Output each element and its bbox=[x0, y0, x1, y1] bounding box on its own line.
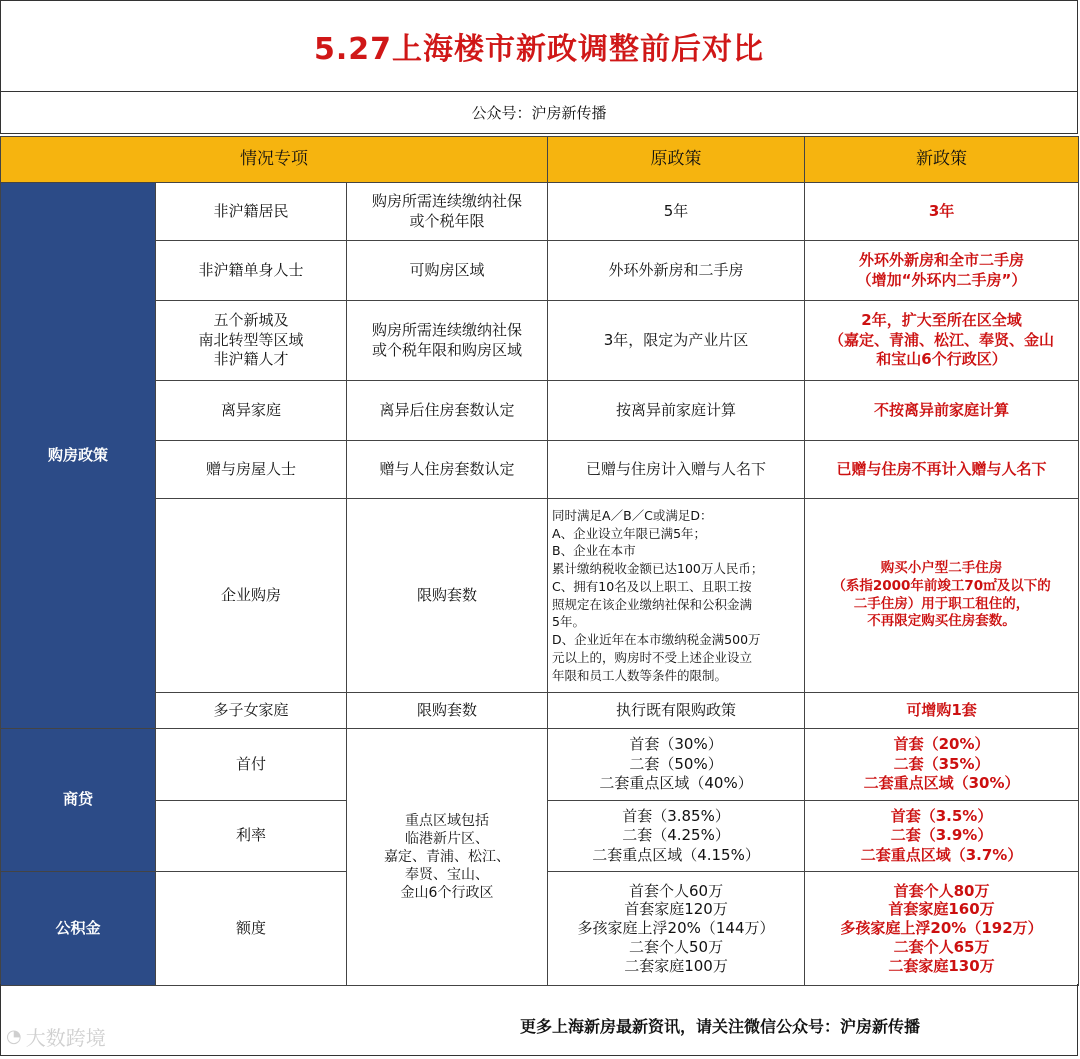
new-policy-cell: 已赠与住房不再计入赠与人名下 bbox=[805, 441, 1079, 499]
row-label: 企业购房 bbox=[156, 499, 347, 693]
table-row bbox=[1, 241, 1079, 301]
table-header-row bbox=[1, 137, 1079, 183]
table-row bbox=[1, 499, 1079, 693]
old-policy-cell: 5年 bbox=[548, 183, 805, 241]
old-policy-cell: 首套（3.85%） 二套（4.25%） 二套重点区域（4.15%） bbox=[548, 801, 805, 872]
policy-table bbox=[0, 136, 1079, 986]
category-commercial-loan: 商贷 bbox=[1, 729, 156, 872]
row-item: 限购套数 bbox=[347, 499, 548, 693]
table-row bbox=[1, 693, 1079, 729]
page-title: 5.27上海楼市新政调整前后对比 bbox=[0, 0, 1078, 92]
table-row bbox=[1, 381, 1079, 441]
header-old-policy: 原政策 bbox=[548, 137, 805, 183]
old-policy-cell: 同时满足A／B／C或满足D： A、企业设立年限已满5年； B、企业在本市 累计缴纳税收金额已达100万人民币； C、拥有10名及以上职工、且职工按 照规定在该企业缴纳社保和公积金满 5年。 D、企业近年在本市缴纳税金满500万 元以上的，购房时不受上述企业设立 年限和员工人数等条件的限制。 bbox=[548, 499, 805, 693]
row-label: 非沪籍单身人士 bbox=[156, 241, 347, 301]
row-label: 赠与房屋人士 bbox=[156, 441, 347, 499]
row-label: 利率 bbox=[156, 801, 347, 872]
footer-text: 更多上海新房最新资讯，请关注微信公众号：沪房新传播 bbox=[520, 1017, 921, 1036]
row-item: 购房所需连续缴纳社保 或个税年限 bbox=[347, 183, 548, 241]
new-policy-cell: 2年，扩大至所在区全域 （嘉定、青浦、松江、奉贤、金山 和宝山6个行政区） bbox=[805, 301, 1079, 381]
old-policy-cell: 外环外新房和二手房 bbox=[548, 241, 805, 301]
header-situation: 情况专项 bbox=[1, 137, 548, 183]
old-policy-cell: 3年，限定为产业片区 bbox=[548, 301, 805, 381]
table-row bbox=[1, 441, 1079, 499]
old-policy-cell: 首套（30%） 二套（50%） 二套重点区域（40%） bbox=[548, 729, 805, 801]
new-policy-cell: 可增购1套 bbox=[805, 693, 1079, 729]
old-policy-cell: 首套个人60万 首套家庭120万 多孩家庭上浮20%（144万） 二套个人50万 二套家庭100万 bbox=[548, 872, 805, 986]
watermark-logo-icon: ◔ bbox=[6, 1026, 22, 1047]
new-policy-cell: 首套（3.5%） 二套（3.9%） 二套重点区域（3.7%） bbox=[805, 801, 1079, 872]
table-row bbox=[1, 729, 1079, 801]
new-policy-cell: 购买小户型二手住房 （系指2000年前竣工70㎡及以下的 二手住房）用于职工租住的， 不再限定购买住房套数。 bbox=[805, 499, 1079, 693]
new-policy-cell: 首套（20%） 二套（35%） 二套重点区域（30%） bbox=[805, 729, 1079, 801]
row-label: 首付 bbox=[156, 729, 347, 801]
old-policy-cell: 按离异前家庭计算 bbox=[548, 381, 805, 441]
new-policy-cell: 不按离异前家庭计算 bbox=[805, 381, 1079, 441]
category-housing-fund: 公积金 bbox=[1, 872, 156, 986]
row-label: 五个新城及 南北转型等区域 非沪籍人才 bbox=[156, 301, 347, 381]
row-item: 限购套数 bbox=[347, 693, 548, 729]
row-item: 购房所需连续缴纳社保 或个税年限和购房区域 bbox=[347, 301, 548, 381]
row-label: 离异家庭 bbox=[156, 381, 347, 441]
table-row bbox=[1, 301, 1079, 381]
key-area-note: 重点区域包括 临港新片区、 嘉定、青浦、松江、 奉贤、宝山、 金山6个行政区 bbox=[347, 729, 548, 986]
category-purchase: 购房政策 bbox=[1, 183, 156, 729]
new-policy-cell: 外环外新房和全市二手房 （增加“外环内二手房”） bbox=[805, 241, 1079, 301]
old-policy-cell: 执行既有限购政策 bbox=[548, 693, 805, 729]
header-new-policy: 新政策 bbox=[805, 137, 1079, 183]
footer bbox=[0, 984, 1078, 1056]
watermark-text: 大数跨境 bbox=[25, 1026, 106, 1050]
row-item: 可购房区域 bbox=[347, 241, 548, 301]
new-policy-cell: 首套个人80万 首套家庭160万 多孩家庭上浮20%（192万） 二套个人65万 二套家庭130万 bbox=[805, 872, 1079, 986]
row-label: 多子女家庭 bbox=[156, 693, 347, 729]
table-row bbox=[1, 183, 1079, 241]
old-policy-cell: 已赠与住房计入赠与人名下 bbox=[548, 441, 805, 499]
watermark bbox=[6, 1022, 106, 1051]
new-policy-cell: 3年 bbox=[805, 183, 1079, 241]
row-item: 赠与人住房套数认定 bbox=[347, 441, 548, 499]
subtitle: 公众号：沪房新传播 bbox=[0, 92, 1078, 134]
row-item: 离异后住房套数认定 bbox=[347, 381, 548, 441]
row-label: 非沪籍居民 bbox=[156, 183, 347, 241]
row-label: 额度 bbox=[156, 872, 347, 986]
